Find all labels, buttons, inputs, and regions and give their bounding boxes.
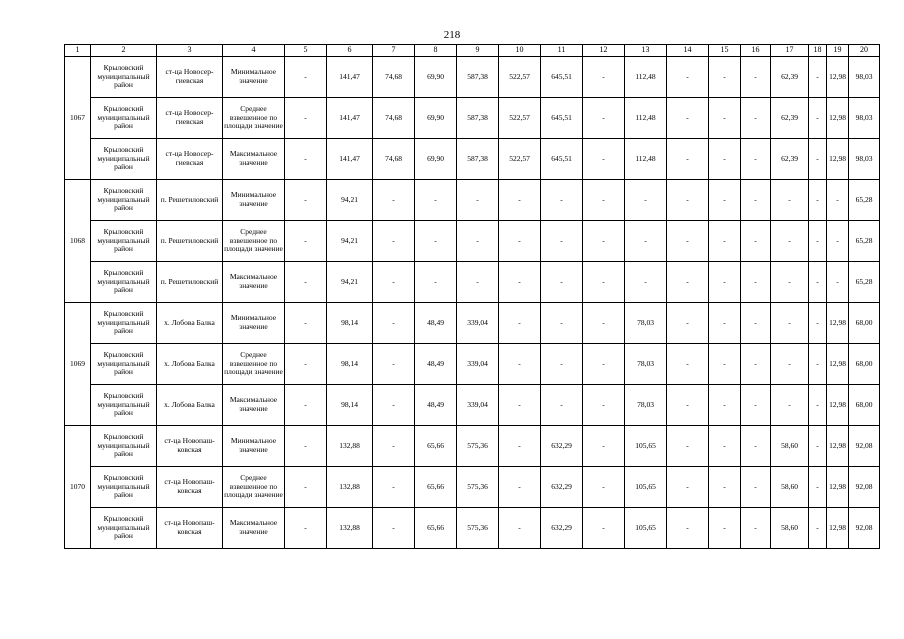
table-cell: - [541, 221, 583, 262]
table-cell: Крыловский муниципальный район [91, 98, 157, 139]
table-cell: - [583, 221, 625, 262]
table-cell: 132,88 [327, 426, 373, 467]
table-cell: Максимальное значение [223, 385, 285, 426]
table-cell: 48,49 [415, 344, 457, 385]
table-cell: 48,49 [415, 303, 457, 344]
table-cell: - [499, 426, 541, 467]
table-cell: Крыловский муниципальный район [91, 139, 157, 180]
table-row [65, 57, 880, 98]
table-cell: 58,60 [771, 467, 809, 508]
table-cell: - [771, 180, 809, 221]
column-header: 6 [327, 45, 373, 57]
table-cell: - [373, 221, 415, 262]
table-cell: - [709, 303, 741, 344]
table-cell: Крыловский муниципальный район [91, 467, 157, 508]
table-cell: 12,98 [827, 344, 849, 385]
table-cell: 339,04 [457, 385, 499, 426]
table-cell: - [541, 180, 583, 221]
table-cell: - [457, 221, 499, 262]
table-cell: Минимальное значение [223, 426, 285, 467]
table-cell: 12,98 [827, 385, 849, 426]
table-cell: - [741, 57, 771, 98]
table-cell: 65,66 [415, 508, 457, 549]
row-number-cell: 1069 [65, 303, 91, 426]
table-cell: 522,57 [499, 57, 541, 98]
column-header: 8 [415, 45, 457, 57]
column-header: 10 [499, 45, 541, 57]
table-cell: 74,68 [373, 57, 415, 98]
column-header: 5 [285, 45, 327, 57]
table-cell: - [741, 385, 771, 426]
table-cell: 92,08 [849, 426, 880, 467]
table-cell: - [499, 221, 541, 262]
table-cell: - [285, 262, 327, 303]
table-cell: Крыловский муниципальный район [91, 385, 157, 426]
table-row [65, 180, 880, 221]
table-cell: п. Решетиловский [157, 262, 223, 303]
table-cell: 12,98 [827, 508, 849, 549]
table-cell: - [771, 262, 809, 303]
table-cell: 105,65 [625, 426, 667, 467]
table-body [65, 57, 880, 549]
table-cell: - [741, 426, 771, 467]
table-row [65, 139, 880, 180]
table-cell: Максимальное значение [223, 139, 285, 180]
table-cell: 68,00 [849, 385, 880, 426]
table-cell: 94,21 [327, 262, 373, 303]
table-cell: - [709, 57, 741, 98]
header-row [65, 45, 880, 57]
table-cell: - [373, 467, 415, 508]
table-cell: 78,03 [625, 303, 667, 344]
table-cell: 92,08 [849, 467, 880, 508]
table-cell: 645,51 [541, 98, 583, 139]
table-cell: - [771, 385, 809, 426]
table-cell: - [667, 98, 709, 139]
table-cell: 65,28 [849, 262, 880, 303]
column-header: 3 [157, 45, 223, 57]
table-cell: - [741, 508, 771, 549]
table-cell: - [709, 180, 741, 221]
table-cell: - [809, 508, 827, 549]
table-cell: - [667, 139, 709, 180]
table-cell: - [741, 221, 771, 262]
column-header: 19 [827, 45, 849, 57]
column-header: 14 [667, 45, 709, 57]
table-cell: - [415, 262, 457, 303]
table-cell: - [373, 262, 415, 303]
table-cell: - [667, 221, 709, 262]
table-cell: - [373, 303, 415, 344]
table-cell: 522,57 [499, 139, 541, 180]
table-cell: - [741, 344, 771, 385]
table-cell: - [741, 262, 771, 303]
table-row [65, 262, 880, 303]
table-cell: - [809, 139, 827, 180]
data-table [64, 44, 880, 549]
table-cell: - [541, 385, 583, 426]
table-cell: - [583, 180, 625, 221]
table-cell: ст-ца Новосер-гиевская [157, 139, 223, 180]
table-cell: Максимальное значение [223, 262, 285, 303]
table-cell: - [809, 344, 827, 385]
table-cell: 632,29 [541, 467, 583, 508]
table-cell: - [499, 180, 541, 221]
table-cell: - [373, 426, 415, 467]
table-cell: - [583, 508, 625, 549]
table-cell: - [285, 98, 327, 139]
table-cell: - [373, 508, 415, 549]
table-cell: Среднее взвешенное по площади значение [223, 221, 285, 262]
table-cell: - [709, 139, 741, 180]
column-header: 11 [541, 45, 583, 57]
table-cell: 69,90 [415, 98, 457, 139]
table-cell: 141,47 [327, 98, 373, 139]
row-number-cell: 1068 [65, 180, 91, 303]
table-cell: - [583, 385, 625, 426]
table-cell: - [667, 508, 709, 549]
table-cell: 94,21 [327, 180, 373, 221]
table-cell: - [809, 98, 827, 139]
page-number: 218 [443, 29, 461, 41]
table-cell: 12,98 [827, 57, 849, 98]
table-cell: - [373, 385, 415, 426]
table-cell: - [771, 303, 809, 344]
table-cell: 575,36 [457, 426, 499, 467]
table-cell: 587,38 [457, 139, 499, 180]
table-cell: 92,08 [849, 508, 880, 549]
table-cell: 69,90 [415, 139, 457, 180]
table-cell: 575,36 [457, 467, 499, 508]
table-cell: 98,03 [849, 98, 880, 139]
table-cell: - [827, 221, 849, 262]
table-cell: 339,04 [457, 344, 499, 385]
table-cell: 132,88 [327, 467, 373, 508]
table-cell: - [809, 426, 827, 467]
table-cell: - [667, 385, 709, 426]
table-cell: - [625, 221, 667, 262]
table-cell: - [709, 221, 741, 262]
table-cell: - [415, 221, 457, 262]
table-cell: - [583, 344, 625, 385]
table-cell: 632,29 [541, 508, 583, 549]
table-cell: х. Лобова Балка [157, 344, 223, 385]
table-cell: - [771, 221, 809, 262]
table-cell: Среднее взвешенное по площади значение [223, 98, 285, 139]
table-cell: - [583, 139, 625, 180]
table-cell: - [285, 221, 327, 262]
table-cell: 65,66 [415, 467, 457, 508]
table-cell: 48,49 [415, 385, 457, 426]
table-cell: - [583, 303, 625, 344]
table-cell: Минимальное значение [223, 180, 285, 221]
table-cell: - [741, 303, 771, 344]
column-header: 20 [849, 45, 880, 57]
table-cell: 587,38 [457, 98, 499, 139]
table-cell: 98,14 [327, 303, 373, 344]
table-cell: ст-ца Новопаш-ковская [157, 426, 223, 467]
table-cell: 112,48 [625, 98, 667, 139]
table-cell: - [741, 467, 771, 508]
column-header: 16 [741, 45, 771, 57]
table-header [65, 45, 880, 57]
table-cell: - [741, 180, 771, 221]
table-cell: 12,98 [827, 139, 849, 180]
table-cell: 141,47 [327, 139, 373, 180]
table-cell: - [809, 467, 827, 508]
table-cell: 12,98 [827, 426, 849, 467]
table-cell: Минимальное значение [223, 303, 285, 344]
table-cell: Крыловский муниципальный район [91, 180, 157, 221]
table-cell: х. Лобова Балка [157, 303, 223, 344]
table-cell: - [771, 344, 809, 385]
table-cell: - [415, 180, 457, 221]
table-cell: - [709, 508, 741, 549]
table-cell: - [809, 57, 827, 98]
table-cell: 12,98 [827, 98, 849, 139]
table-cell: Крыловский муниципальный район [91, 344, 157, 385]
table-row [65, 221, 880, 262]
table-row [65, 344, 880, 385]
table-cell: - [809, 180, 827, 221]
table-cell: 78,03 [625, 385, 667, 426]
table-cell: - [667, 426, 709, 467]
table-cell: - [499, 344, 541, 385]
table-cell: - [809, 303, 827, 344]
table-cell: - [809, 262, 827, 303]
table-cell: - [827, 180, 849, 221]
column-header: 18 [809, 45, 827, 57]
table-cell: п. Решетиловский [157, 180, 223, 221]
table-cell: 68,00 [849, 303, 880, 344]
table-cell: - [285, 508, 327, 549]
table-cell: 98,03 [849, 57, 880, 98]
column-header: 2 [91, 45, 157, 57]
table-cell: ст-ца Новосер-гиевская [157, 98, 223, 139]
table-cell: - [583, 467, 625, 508]
table-cell: 12,98 [827, 467, 849, 508]
table-row [65, 467, 880, 508]
table-cell: - [285, 385, 327, 426]
table-cell: - [667, 303, 709, 344]
table-cell: - [499, 262, 541, 303]
table-row [65, 385, 880, 426]
table-cell: - [583, 98, 625, 139]
table-cell: - [499, 467, 541, 508]
table-cell: Крыловский муниципальный район [91, 426, 157, 467]
table-cell: - [709, 467, 741, 508]
table-cell: 69,90 [415, 57, 457, 98]
table-cell: Крыловский муниципальный район [91, 508, 157, 549]
table-cell: Крыловский муниципальный район [91, 57, 157, 98]
table-cell: - [809, 385, 827, 426]
table-cell: 74,68 [373, 139, 415, 180]
table-cell: Среднее взвешенное по площади значение [223, 467, 285, 508]
table-cell: 105,65 [625, 467, 667, 508]
row-number-cell: 1067 [65, 57, 91, 180]
table-cell: - [285, 303, 327, 344]
table-cell: 58,60 [771, 508, 809, 549]
table-cell: 74,68 [373, 98, 415, 139]
table-cell: - [541, 303, 583, 344]
table-cell: 339,04 [457, 303, 499, 344]
table-cell: 98,14 [327, 385, 373, 426]
table-cell: - [285, 139, 327, 180]
table-cell: ст-ца Новопаш-ковская [157, 508, 223, 549]
table-row [65, 508, 880, 549]
table-cell: - [625, 262, 667, 303]
table-cell: 12,98 [827, 303, 849, 344]
table-cell: 112,48 [625, 57, 667, 98]
table-cell: 65,28 [849, 221, 880, 262]
table-cell: 65,66 [415, 426, 457, 467]
table-cell: ст-ца Новопаш-ковская [157, 467, 223, 508]
table-cell: - [285, 344, 327, 385]
table-cell: - [809, 221, 827, 262]
table-cell: - [741, 139, 771, 180]
table-cell: - [373, 344, 415, 385]
table-cell: 78,03 [625, 344, 667, 385]
table-cell: 632,29 [541, 426, 583, 467]
table-cell: - [709, 426, 741, 467]
table-cell: - [741, 98, 771, 139]
table-cell: ст-ца Новосер-гиевская [157, 57, 223, 98]
table-cell: 65,28 [849, 180, 880, 221]
table-cell: - [667, 180, 709, 221]
table-cell: - [827, 262, 849, 303]
table-cell: - [709, 262, 741, 303]
table-cell: 132,88 [327, 508, 373, 549]
table-cell: Крыловский муниципальный район [91, 221, 157, 262]
table-row [65, 98, 880, 139]
column-header: 9 [457, 45, 499, 57]
table-cell: п. Решетиловский [157, 221, 223, 262]
table-cell: Крыловский муниципальный район [91, 303, 157, 344]
table-cell: - [285, 180, 327, 221]
table-cell: 141,47 [327, 57, 373, 98]
row-number-cell: 1070 [65, 426, 91, 549]
table-cell: - [499, 385, 541, 426]
table-cell: 58,60 [771, 426, 809, 467]
table-cell: - [541, 344, 583, 385]
table-cell: - [499, 508, 541, 549]
table-cell: 62,39 [771, 139, 809, 180]
table-cell: - [285, 57, 327, 98]
table-cell: - [499, 303, 541, 344]
table-cell: - [373, 180, 415, 221]
table-cell: - [285, 426, 327, 467]
column-header: 12 [583, 45, 625, 57]
table-cell: - [709, 344, 741, 385]
table-cell: - [667, 467, 709, 508]
table-cell: х. Лобова Балка [157, 385, 223, 426]
table-cell: - [583, 262, 625, 303]
table-cell: 587,38 [457, 57, 499, 98]
table-cell: Минимальное значение [223, 57, 285, 98]
table-cell: - [541, 262, 583, 303]
table-row [65, 426, 880, 467]
column-header: 13 [625, 45, 667, 57]
column-header: 17 [771, 45, 809, 57]
table-cell: - [667, 344, 709, 385]
column-header: 4 [223, 45, 285, 57]
table-cell: - [285, 467, 327, 508]
table-cell: - [709, 98, 741, 139]
table-cell: - [583, 57, 625, 98]
table-cell: - [625, 180, 667, 221]
table-cell: 105,65 [625, 508, 667, 549]
table-cell: 62,39 [771, 57, 809, 98]
table-cell: 62,39 [771, 98, 809, 139]
table-cell: - [667, 57, 709, 98]
table-cell: 575,36 [457, 508, 499, 549]
table-cell: 98,03 [849, 139, 880, 180]
table-cell: - [583, 426, 625, 467]
table-cell: Крыловский муниципальный район [91, 262, 157, 303]
table-cell: - [667, 262, 709, 303]
table-cell: 645,51 [541, 57, 583, 98]
column-header: 7 [373, 45, 415, 57]
table-cell: - [457, 262, 499, 303]
table-cell: 94,21 [327, 221, 373, 262]
column-header: 1 [65, 45, 91, 57]
column-header: 15 [709, 45, 741, 57]
table-cell: 522,57 [499, 98, 541, 139]
table-cell: 68,00 [849, 344, 880, 385]
table-cell: Среднее взвешенное по площади значение [223, 344, 285, 385]
table-cell: 98,14 [327, 344, 373, 385]
table-cell: - [709, 385, 741, 426]
table-cell: Максимальное значение [223, 508, 285, 549]
table-cell: 112,48 [625, 139, 667, 180]
table-cell: 645,51 [541, 139, 583, 180]
table-cell: - [457, 180, 499, 221]
table-row [65, 303, 880, 344]
